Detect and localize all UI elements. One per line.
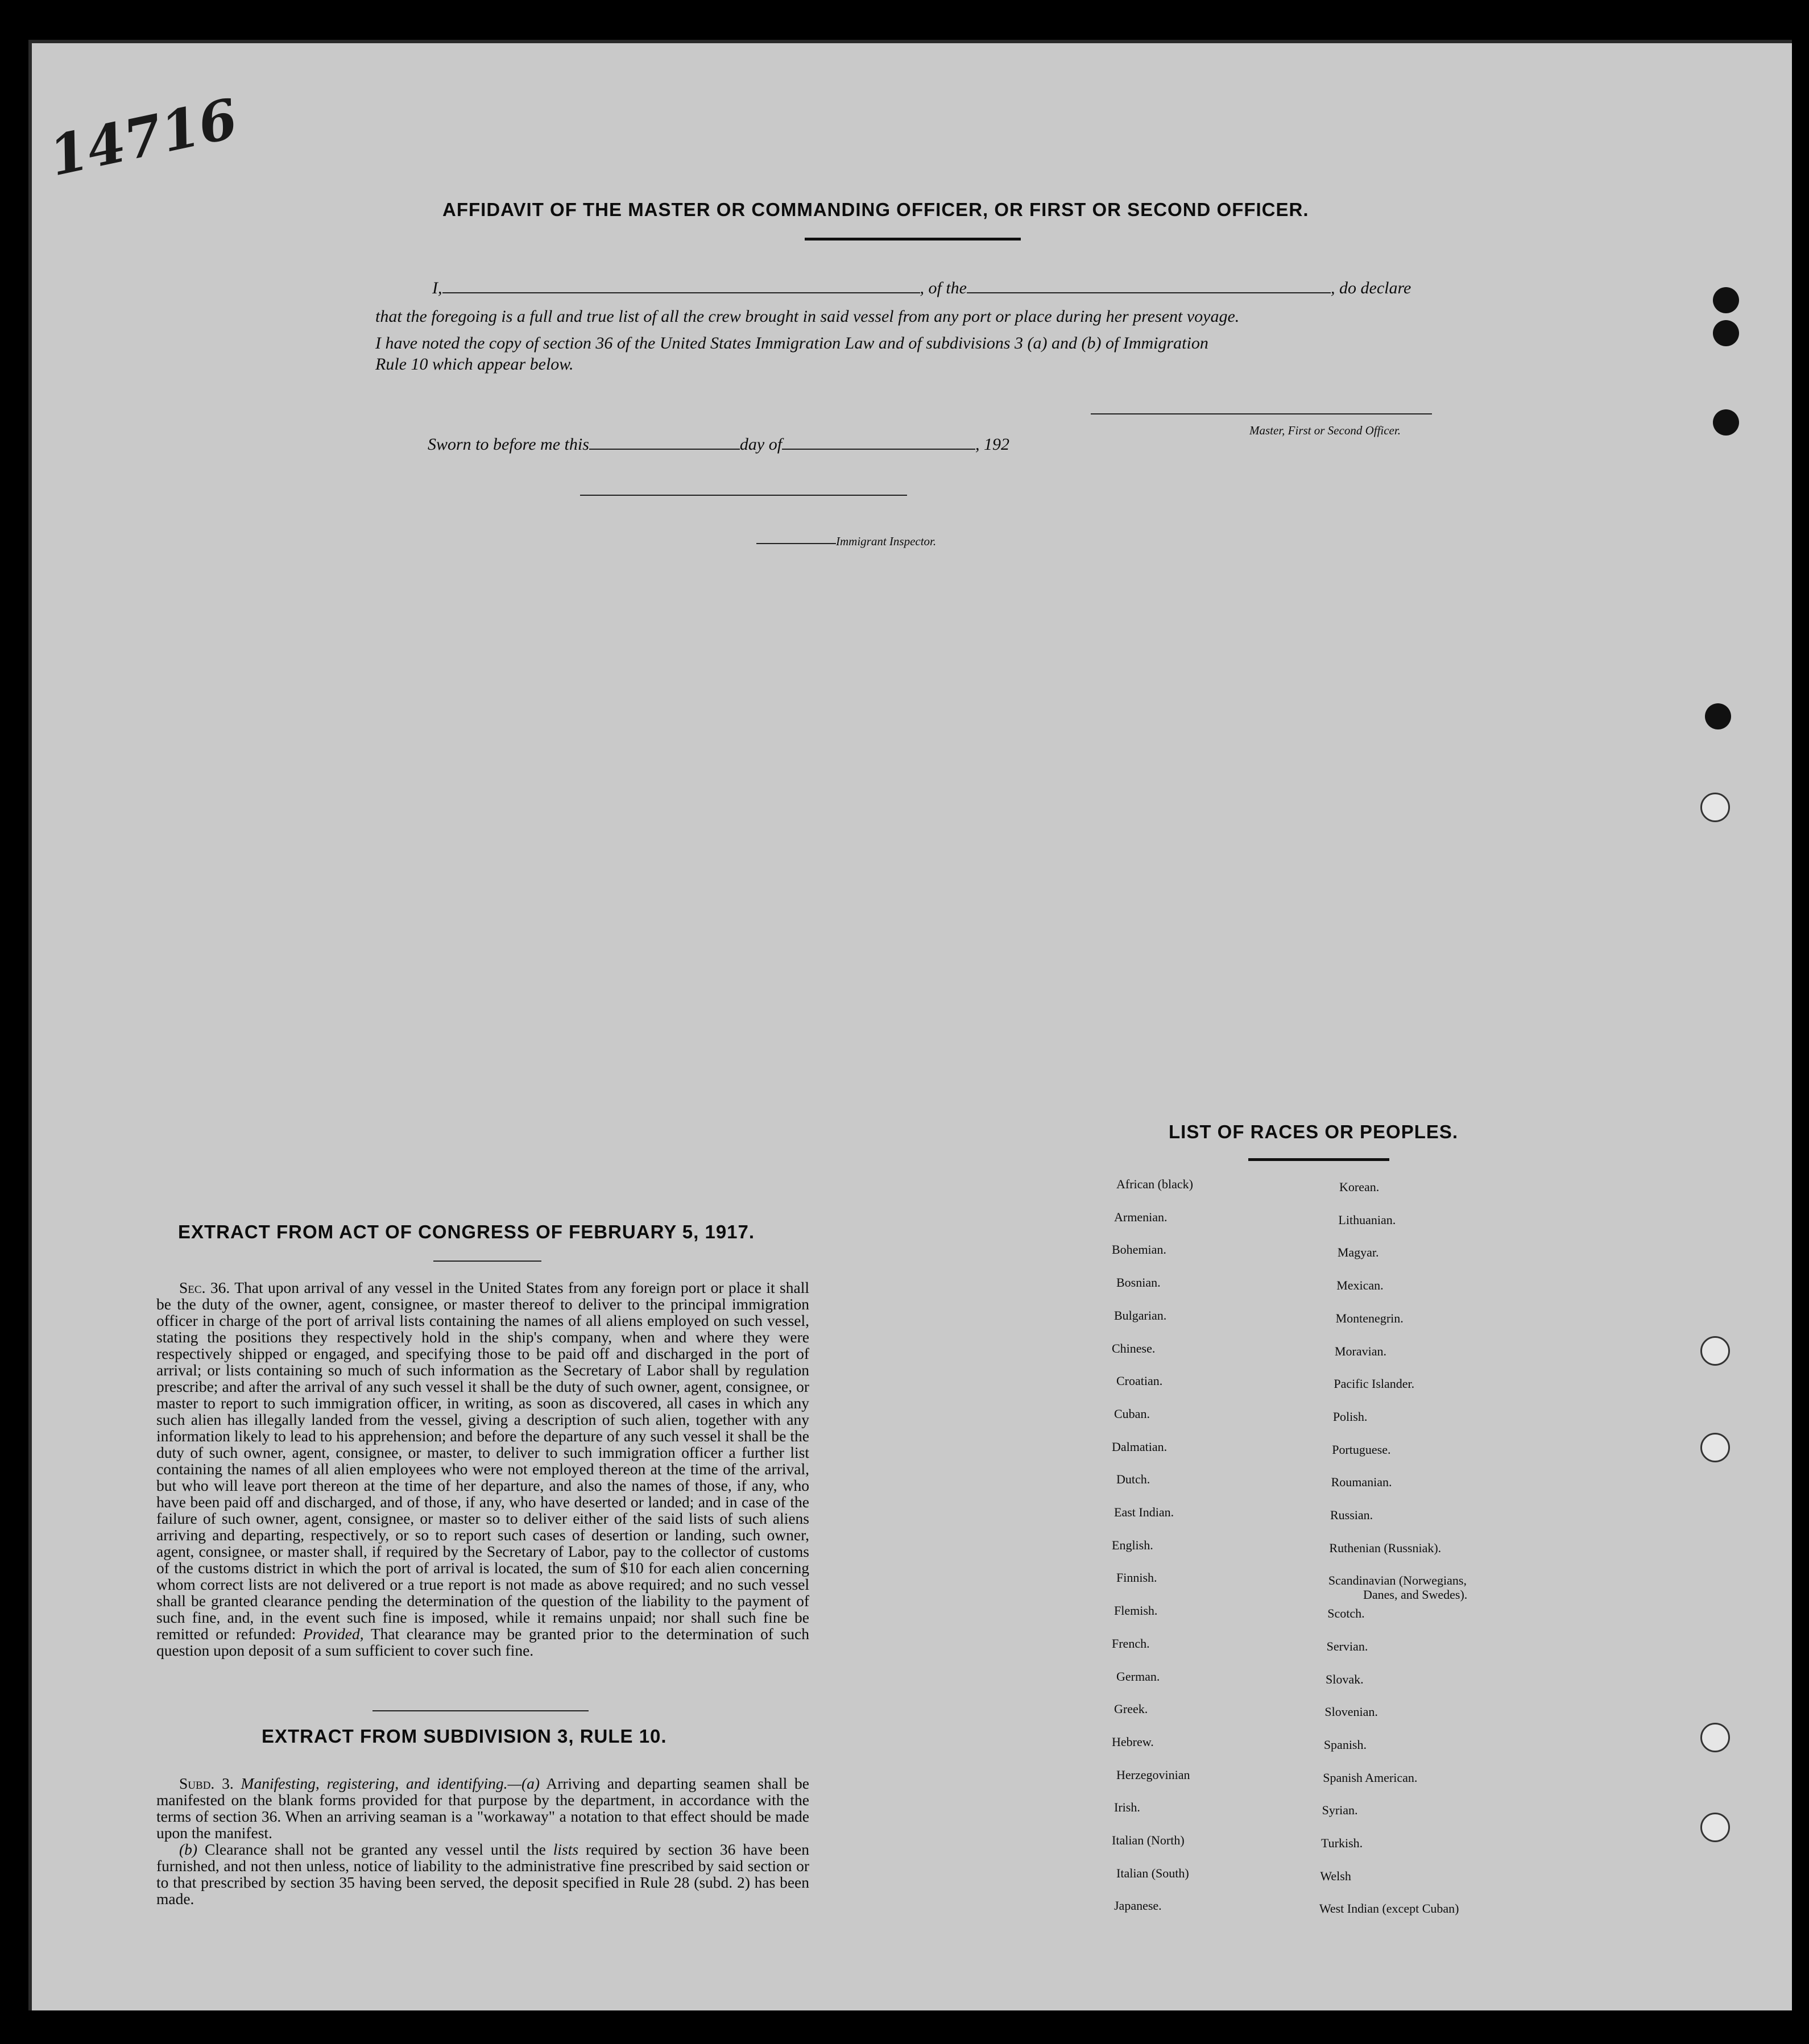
subd-b-label: (b) — [179, 1840, 198, 1858]
race-item: French. — [1112, 1636, 1150, 1651]
punch-hole — [1713, 320, 1739, 346]
name-blank[interactable] — [442, 290, 920, 293]
affidavit-line-4: Rule 10 which appear below. — [375, 355, 574, 374]
race-item: Italian (South) — [1116, 1865, 1189, 1880]
section-divider — [372, 1710, 589, 1711]
punch-hole — [1700, 1336, 1730, 1366]
punch-hole — [1705, 703, 1731, 729]
rule-extract-text — [156, 1775, 809, 1907]
sworn-year: , 192 — [975, 435, 1010, 454]
race-item: Mexican. — [1336, 1278, 1384, 1293]
races-title: LIST OF RACES OR PEOPLES. — [1169, 1121, 1459, 1142]
race-item: West Indian (except Cuban) — [1319, 1901, 1459, 1916]
race-item: Korean. — [1339, 1180, 1380, 1194]
stamp-number: 14716 — [43, 86, 243, 189]
inspector-short-line — [756, 543, 836, 544]
race-item: Bulgarian. — [1114, 1308, 1167, 1322]
sworn-line — [428, 435, 1009, 454]
inspector-label: Immigrant Inspector. — [836, 534, 937, 548]
punch-hole — [1700, 1723, 1730, 1752]
race-item: East Indian. — [1114, 1505, 1174, 1519]
punch-hole — [1700, 1433, 1730, 1462]
sworn-day-blank[interactable] — [589, 446, 740, 450]
inspector-signature-line[interactable] — [580, 495, 907, 496]
subd-heading: Manifesting, registering, and identifying. — [241, 1774, 508, 1792]
affidavit-line-2: that the foregoing is a full and true list of all the crew brought in said vessel from any port or place during her present voyage. — [375, 307, 1240, 326]
race-item-continuation: Danes, and Swedes). — [1363, 1587, 1468, 1602]
race-item: Turkish. — [1321, 1836, 1363, 1850]
sec-36-text: That upon arrival of any vessel in the United States from any foreign port or place it shall be the duty of the owner, agent, consignee, or master thereof to deliver to the principal immigration officer in charge of the port of arrival lists containing the names of all aliens employed on such vessel, stating the positions they respectively hold in the ship's company, when and where they were respectively shipped or engaged, and specifying those to be paid off and discharged in the port of arrival; or lists containing so much of such information as the Secretary of Labor shall by regulation prescribe; and after the arrival of any such vessel it shall be the duty of such owner, agent, consignee, or master to report to such immigration officer, in writing, as soon as discovered, all cases in which any such alien has illegally landed from the vessel, giving a description of such alien, together with any information likely to lead to his apprehension; and before the departure of any such vessel it shall be the duty of such owner, agent, consignee, or master, to deliver to such immigration officer a further list containing the names of all alien employees who were not employed thereon at the time of the arrival, but who will leave port thereon at the time of her departure, and also the names of those, if any, who have been paid off and discharged, and of those, if any, who have deserted or landed; and in case of the failure of such owner, agent, consignee, or master so to deliver either of the said lists of such aliens arriving and departing, respectively, or so to report such cases of desertion or landing, such owner, agent, consignee, or master shall, if required by the Secretary of Labor, pay to the collector of customs of the customs district in which the port of arrival is located, the sum of $10 for each alien concerning whom correct lists are not delivered or a true report is not made as above required; and no such vessel shall be granted clearance pending the determination of the question of the liability to the payment of such fine, and, in the event such fine is imposed, while it remains unpaid; nor shall such fine be remitted or refunded: — [156, 1279, 809, 1643]
race-item: Roumanian. — [1331, 1475, 1392, 1490]
race-item: Spanish American. — [1323, 1770, 1418, 1785]
affidavit-i: I, — [432, 279, 442, 297]
race-item: Welsh — [1320, 1868, 1351, 1883]
race-item: Pacific Islander. — [1334, 1377, 1415, 1391]
race-item: Chinese. — [1112, 1341, 1156, 1355]
race-item: Moravian. — [1335, 1344, 1387, 1358]
race-item: Cuban. — [1114, 1406, 1150, 1421]
race-item: Portuguese. — [1332, 1442, 1391, 1457]
race-item: Lithuanian. — [1338, 1212, 1396, 1227]
affidavit-title: AFFIDAVIT OF THE MASTER OR COMMANDING OFFICER, OR FIRST OR SECOND OFFICER. — [442, 199, 1309, 220]
signature-label: Master, First or Second Officer. — [1249, 424, 1401, 437]
act-extract-title: EXTRACT FROM ACT OF CONGRESS OF FEBRUARY 5, 1917. — [178, 1221, 755, 1242]
affidavit-of-the: , of the — [920, 279, 967, 297]
punch-hole — [1700, 1813, 1730, 1842]
races-title-underline — [1248, 1158, 1389, 1161]
subd-b-lists: lists — [553, 1840, 579, 1858]
subd-a-label: —(a) — [507, 1774, 540, 1792]
race-item: Italian (North) — [1112, 1833, 1185, 1847]
signature-line[interactable] — [1091, 413, 1432, 414]
proviso-text: That clearance may be granted prior to the determination of such question upon deposit of a sum sufficient to cover such fine. — [156, 1625, 809, 1659]
race-item: Irish. — [1114, 1800, 1140, 1815]
punch-hole — [1713, 287, 1739, 313]
race-item: Servian. — [1326, 1639, 1368, 1653]
race-item: Japanese. — [1114, 1898, 1162, 1913]
race-item: Bosnian. — [1116, 1275, 1161, 1290]
subd-a-text: Arriving and departing seamen shall be manifested on the blank forms provided for that purpose by the department, in accordance with the terms of section 36. When an arriving seaman is a "workaway" a notation to that effect should be made upon the manifest. — [156, 1774, 809, 1842]
sworn-day-of: day of — [739, 435, 783, 454]
race-item: English. — [1112, 1537, 1153, 1552]
race-item: Syrian. — [1322, 1803, 1358, 1818]
rule-extract-title: EXTRACT FROM SUBDIVISION 3, RULE 10. — [262, 1726, 667, 1747]
race-item: Spanish. — [1323, 1737, 1367, 1752]
race-item: Scotch. — [1327, 1606, 1365, 1621]
race-item: German. — [1116, 1669, 1160, 1684]
race-item: Croatian. — [1116, 1374, 1163, 1388]
race-item: Dutch. — [1116, 1472, 1150, 1487]
race-item: Dalmatian. — [1112, 1439, 1168, 1454]
race-item: Slovenian. — [1324, 1705, 1378, 1719]
race-item: Montenegrin. — [1335, 1311, 1404, 1325]
subd-b-text-2: required by section 36 have been furnished, and not then unless, notice of liability to the administrative fine prescribed by said section or to that prescribed by section 35 having been served, the deposit specified in Rule 28 (subd. 2) has been made. — [156, 1840, 810, 1908]
race-item: Finnish. — [1116, 1570, 1157, 1585]
title-underline — [805, 238, 1021, 241]
affidavit-line-1 — [432, 279, 1411, 298]
race-item: Ruthenian (Russniak). — [1329, 1540, 1442, 1555]
act-title-rule — [433, 1261, 541, 1262]
affidavit-line-3: I have noted the copy of section 36 of the United States Immigration Law and of subdivisions 3 (a) and (b) of Immigration — [375, 334, 1208, 353]
race-item: Herzegovinian — [1116, 1767, 1190, 1782]
punch-hole — [1700, 793, 1730, 822]
race-item: Flemish. — [1114, 1603, 1158, 1618]
race-item: Slovak. — [1326, 1672, 1364, 1686]
punch-hole — [1713, 409, 1739, 436]
race-item: African (black) — [1116, 1177, 1193, 1191]
race-item: Magyar. — [1337, 1245, 1379, 1260]
race-item: Greek. — [1114, 1702, 1148, 1717]
race-item: Hebrew. — [1112, 1734, 1154, 1749]
race-item: Bohemian. — [1112, 1242, 1166, 1257]
affidavit-declare: , do declare — [1331, 279, 1411, 297]
vessel-blank[interactable] — [967, 290, 1331, 293]
provided-label: Provided, — [303, 1625, 364, 1643]
subd-b-text-1: Clearance shall not be granted any vessel until the — [205, 1840, 546, 1858]
sworn-month-blank[interactable] — [782, 446, 975, 450]
race-item: Russian. — [1330, 1508, 1373, 1522]
race-item: Polish. — [1332, 1409, 1368, 1424]
subd-label: Subd. 3. — [179, 1774, 234, 1792]
act-extract-text — [156, 1279, 809, 1659]
sec-label: Sec. 36. — [179, 1279, 230, 1296]
race-item: Armenian. — [1114, 1209, 1168, 1224]
sworn-prefix: Sworn to before me this — [428, 435, 589, 454]
race-item: Scandinavian (Norwegians, — [1328, 1573, 1467, 1588]
